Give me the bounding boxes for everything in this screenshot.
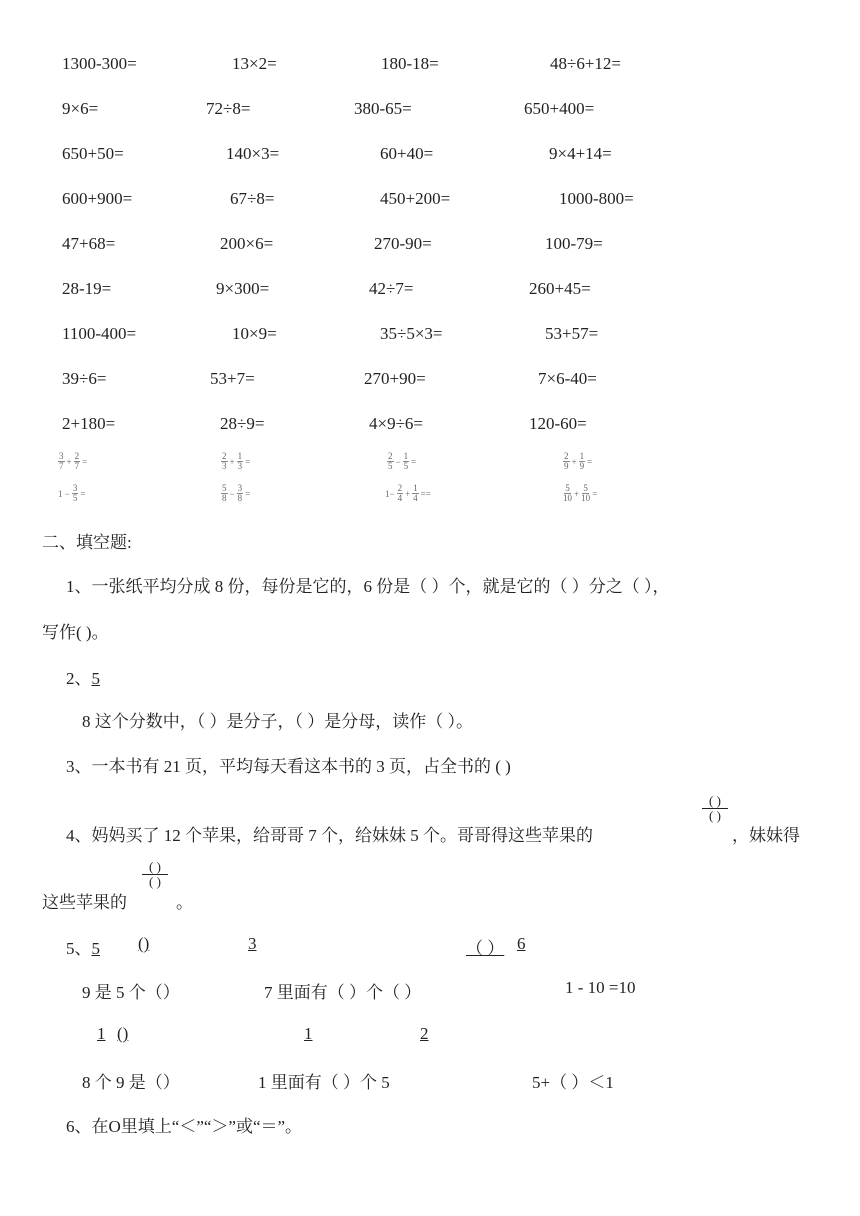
arithmetic-problem: 100-79= [545, 234, 603, 253]
question-4-line-2-end: 。 [176, 893, 193, 912]
question-5-line-2b: 7 里面有（ ）个（ ） [264, 983, 422, 1002]
arithmetic-problem: 450+200= [380, 189, 451, 208]
fraction-problem: 1− $\frac{2}{4}$ + $\frac{1}{4}$ == [385, 483, 431, 503]
question-5-line-4c: 5+（ ）＜1 [532, 1073, 614, 1092]
arithmetic-problem: 9×300= [216, 279, 270, 298]
arithmetic-problem: 7×6-40= [538, 369, 597, 388]
fraction-problem: $\frac{2}{5}$ − $\frac{1}{5}$ = [388, 451, 417, 471]
arithmetic-problem: 53+57= [545, 324, 599, 343]
arithmetic-problem: 47+68= [62, 234, 116, 253]
question-2-line-2: 8 这个分数中，（ ）是分子，（ ）是分母，读作（ ）。 [82, 712, 473, 731]
question-1-line-2: 写作( )。 [42, 623, 109, 642]
fraction-problem: $\frac{5}{10}$ + $\frac{5}{10}$ = [563, 483, 598, 503]
question-3: 3、一本书有 21 页，平均每天看这本书的 3 页，占全书的 ( ) [66, 757, 511, 776]
fraction-numerator: 6 [517, 934, 526, 953]
arithmetic-problem: 260+45= [529, 279, 591, 298]
arithmetic-problem: 2+180= [62, 414, 116, 433]
arithmetic-problem: 4×9÷6= [369, 414, 424, 433]
fraction-problem: $\frac{2}{9}$ + $\frac{1}{9}$ = [564, 451, 593, 471]
arithmetic-problem: 180-18= [381, 54, 439, 73]
arithmetic-problem: 9×4+14= [549, 144, 612, 163]
question-4-line-2: 这些苹果的 [42, 893, 127, 912]
fraction-numerator: 3 [248, 934, 257, 953]
arithmetic-problem: 48÷6+12= [550, 54, 622, 73]
question-5-line-4b: 1 里面有（ ）个 5 [258, 1073, 390, 1092]
blank-fraction: ( ) ( ) [142, 860, 168, 889]
fraction-numerator: 2 [420, 1024, 429, 1043]
arithmetic-problem: 72÷8= [206, 99, 251, 118]
arithmetic-problem: 60+40= [380, 144, 434, 163]
fraction-numerator: 5 [91, 669, 100, 688]
blank-denominator: () [138, 934, 150, 953]
arithmetic-problem: 140×3= [226, 144, 280, 163]
fraction-problem: $\frac{5}{8}$ − $\frac{3}{8}$ = [222, 483, 251, 503]
arithmetic-problem: 10×9= [232, 324, 277, 343]
fraction-numerator: 1 [304, 1024, 313, 1043]
blank-numerator: （ ） [466, 939, 505, 958]
arithmetic-problem: 67÷8= [230, 189, 275, 208]
fraction-problem: 1 − $\frac{3}{5}$ = [58, 483, 86, 503]
arithmetic-problem: 1300-300= [62, 54, 137, 73]
arithmetic-problem: 120-60= [529, 414, 587, 433]
blank-fraction: ( ) ( ) [702, 794, 728, 823]
question-6: 6、在O里填上“＜”“＞”或“＝”。 [66, 1117, 303, 1136]
arithmetic-problem: 13×2= [232, 54, 277, 73]
section-title: 二、填空题: [42, 533, 132, 552]
arithmetic-problem: 9×6= [62, 99, 99, 118]
arithmetic-problem: 650+50= [62, 144, 124, 163]
arithmetic-problem: 35÷5×3= [380, 324, 443, 343]
arithmetic-problem: 200×6= [220, 234, 274, 253]
fraction-problem: $\frac{3}{7}$ + $\frac{2}{7}$ = [59, 451, 88, 471]
arithmetic-problem: 600+900= [62, 189, 133, 208]
question-2-label: 2、5 [66, 669, 100, 688]
question-4-line-1: 4、妈妈买了 12 个苹果，给哥哥 7 个，给妹妹 5 个。哥哥得这些苹果的 [66, 826, 593, 845]
arithmetic-problem: 380-65= [354, 99, 412, 118]
question-1-line-1: 1、一张纸平均分成 8 份，每份是它的，6 份是（ ）个，就是它的（ ）分之（ ）， [66, 577, 670, 596]
arithmetic-problem: 39÷6= [62, 369, 107, 388]
fraction-numerator: 1 [97, 1024, 106, 1043]
question-5-line-2a: 9 是 5 个（） [82, 983, 180, 1002]
arithmetic-problem: 270-90= [374, 234, 432, 253]
question-5-label: 5、5 [66, 939, 100, 958]
arithmetic-problem: 53+7= [210, 369, 255, 388]
arithmetic-problem: 28-19= [62, 279, 112, 298]
arithmetic-problem: 1000-800= [559, 189, 634, 208]
question-5-line-2c: 1 - 10 =10 [565, 978, 636, 997]
arithmetic-problem: 270+90= [364, 369, 426, 388]
arithmetic-problem: 42÷7= [369, 279, 414, 298]
question-4-line-1-end: ，妹妹得 [732, 826, 800, 845]
fraction-problem: $\frac{2}{3}$ + $\frac{1}{3}$ = [222, 451, 251, 471]
arithmetic-problem: 28÷9= [220, 414, 265, 433]
question-5-line-4a: 8 个 9 是（） [82, 1073, 180, 1092]
arithmetic-problem: 650+400= [524, 99, 595, 118]
arithmetic-problem: 1100-400= [62, 324, 137, 343]
blank-denominator: () [117, 1024, 129, 1043]
